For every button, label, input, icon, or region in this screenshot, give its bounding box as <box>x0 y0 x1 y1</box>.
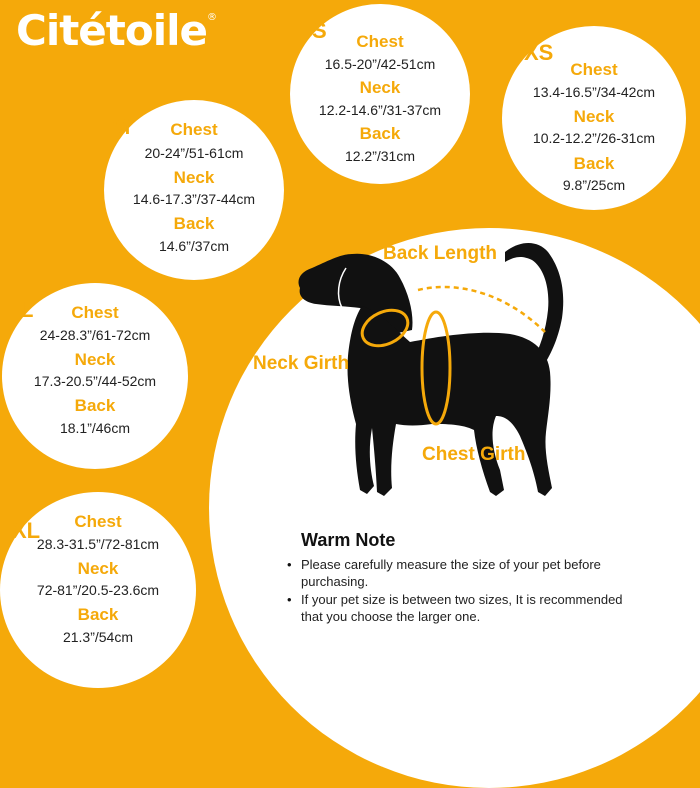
chest-value: 16.5-20”/42-51cm <box>324 56 436 72</box>
size-label: M <box>112 114 131 139</box>
size-label: XL <box>12 518 41 543</box>
chest-label: Chest <box>71 303 119 322</box>
brand-name: Citétoile <box>16 6 207 55</box>
neck-label: Neck <box>173 168 215 187</box>
neck-label: Neck <box>77 559 119 578</box>
chest-value: 24-28.3”/61-72cm <box>39 327 151 343</box>
back-value: 12.2”/31cm <box>344 148 416 164</box>
back-label: Back <box>77 605 119 624</box>
chest-label: Chest <box>170 120 218 139</box>
neck-value: 17.3-20.5”/44-52cm <box>33 373 157 389</box>
warm-note-title: Warm Note <box>301 530 396 550</box>
chest-value: 28.3-31.5”/72-81cm <box>36 536 160 552</box>
registered-mark: ® <box>207 12 216 23</box>
back-value: 21.3”/54cm <box>62 629 134 645</box>
neck-value: 12.2-14.6”/31-37cm <box>318 102 442 118</box>
chest-value: 20-24”/51-61cm <box>144 145 244 161</box>
neck-label: Neck <box>359 78 401 97</box>
back-value: 9.8”/25cm <box>562 177 626 193</box>
size-label: XS <box>524 40 554 65</box>
back-label: Back <box>74 396 116 415</box>
neck-value: 72-81”/20.5-23.6cm <box>36 582 160 598</box>
chest-label: Chest <box>74 512 122 531</box>
chest-value: 13.4-16.5”/34-42cm <box>532 84 656 100</box>
neck-value: 14.6-17.3”/37-44cm <box>132 191 256 207</box>
back-label: Back <box>359 124 401 143</box>
neck-girth-label: Neck Girth <box>253 353 350 374</box>
back-label: Back <box>573 154 615 173</box>
back-value: 18.1”/46cm <box>59 420 131 436</box>
neck-value: 10.2-12.2”/26-31cm <box>532 130 656 146</box>
neck-label: Neck <box>573 107 615 126</box>
warm-note-item: • If your pet size is between two sizes, It is recommended that you choose the larger one. <box>284 591 629 625</box>
back-label: Back <box>173 214 215 233</box>
chest-label: Chest <box>570 60 618 79</box>
back-value: 14.6”/37cm <box>158 238 230 254</box>
chest-label: Chest <box>356 32 404 51</box>
size-label: L <box>20 297 34 322</box>
back-length-label: Back Length <box>383 243 498 264</box>
warm-note-item: • Please carefully measure the size of your pet before purchasing. <box>284 556 629 590</box>
chest-girth-label: Chest Girth <box>422 444 526 465</box>
warm-note-list <box>284 556 629 626</box>
size-label: S <box>312 18 327 43</box>
neck-label: Neck <box>74 350 116 369</box>
